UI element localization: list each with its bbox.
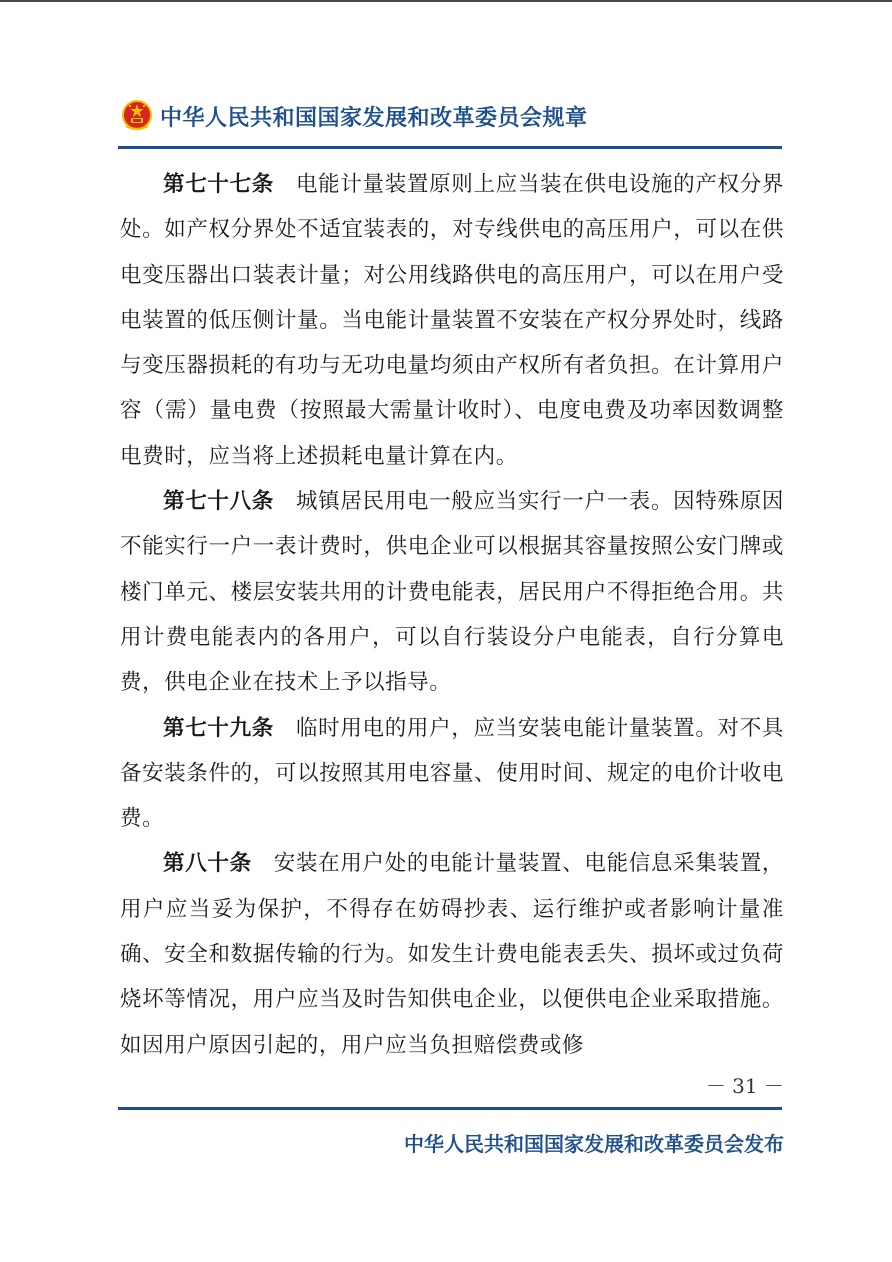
article-title: 第七十九条 [163,715,274,741]
article-paragraph [120,479,784,705]
article-text: 电能计量装置原则上应当装在供电设施的产权分界处。如产权分界处不适宜装表的，对专线供电的高压用户，可以在供电变压器出口装表计量；对公用线路供电的高压用户，可以在用户受电装置的低压侧计量。当电能计量装置不安装在产权分界处时，线路与变压器损耗的有功与无功电量均须由产权所有者负担。在计算用户容（需）量电费（按照最大需量计收时）、电度电费及功率因数调整电费时，应当将上述损耗电量计算在内。 [120,172,784,469]
document-body [120,162,784,1068]
article-title: 第七十八条 [163,489,274,515]
header-title: 中华人民共和国国家发展和改革委员会规章 [160,105,588,131]
article-title: 第八十条 [163,851,252,877]
page-top-border [0,0,892,2]
footer-publisher: 中华人民共和国国家发展和改革委员会发布 [404,1132,784,1156]
article-paragraph [120,841,784,1067]
article-text: 城镇居民用电一般应当实行一户一表。因特殊原因不能实行一户一表计费时，供电企业可以根据其容量按照公安门牌或楼门单元、楼层安装共用的计费电能表，居民用户不得拒绝合用。共用计费电能表内的各用户，可以自行装设分户电能表，自行分算电费，供电企业在技术上予以指导。 [120,489,784,696]
article-title: 第七十七条 [163,172,274,197]
page-number: － 31 － [705,1074,784,1098]
header-divider [118,146,782,149]
document-header [120,94,782,138]
article-text: 安装在用户处的电能计量装置、电能信息采集装置，用户应当妥为保护，不得存在妨碍抄表、运行维护或者影响计量准确、安全和数据传输的行为。如发生计费电能表丢失、损坏或过负荷烧坏等情况，用户应当及时告知供电企业，以便供电企业采取措施。如因用户原因引起的，用户应当负担赔偿费或修 [120,851,784,1058]
article-paragraph [120,706,784,842]
article-paragraph [120,162,784,479]
footer-divider [118,1107,782,1110]
article-text: 临时用电的用户，应当安装电能计量装置。对不具备安装条件的，可以按照其用电容量、使用时间、规定的电价计收电费。 [120,715,784,832]
national-emblem-icon [120,99,154,133]
